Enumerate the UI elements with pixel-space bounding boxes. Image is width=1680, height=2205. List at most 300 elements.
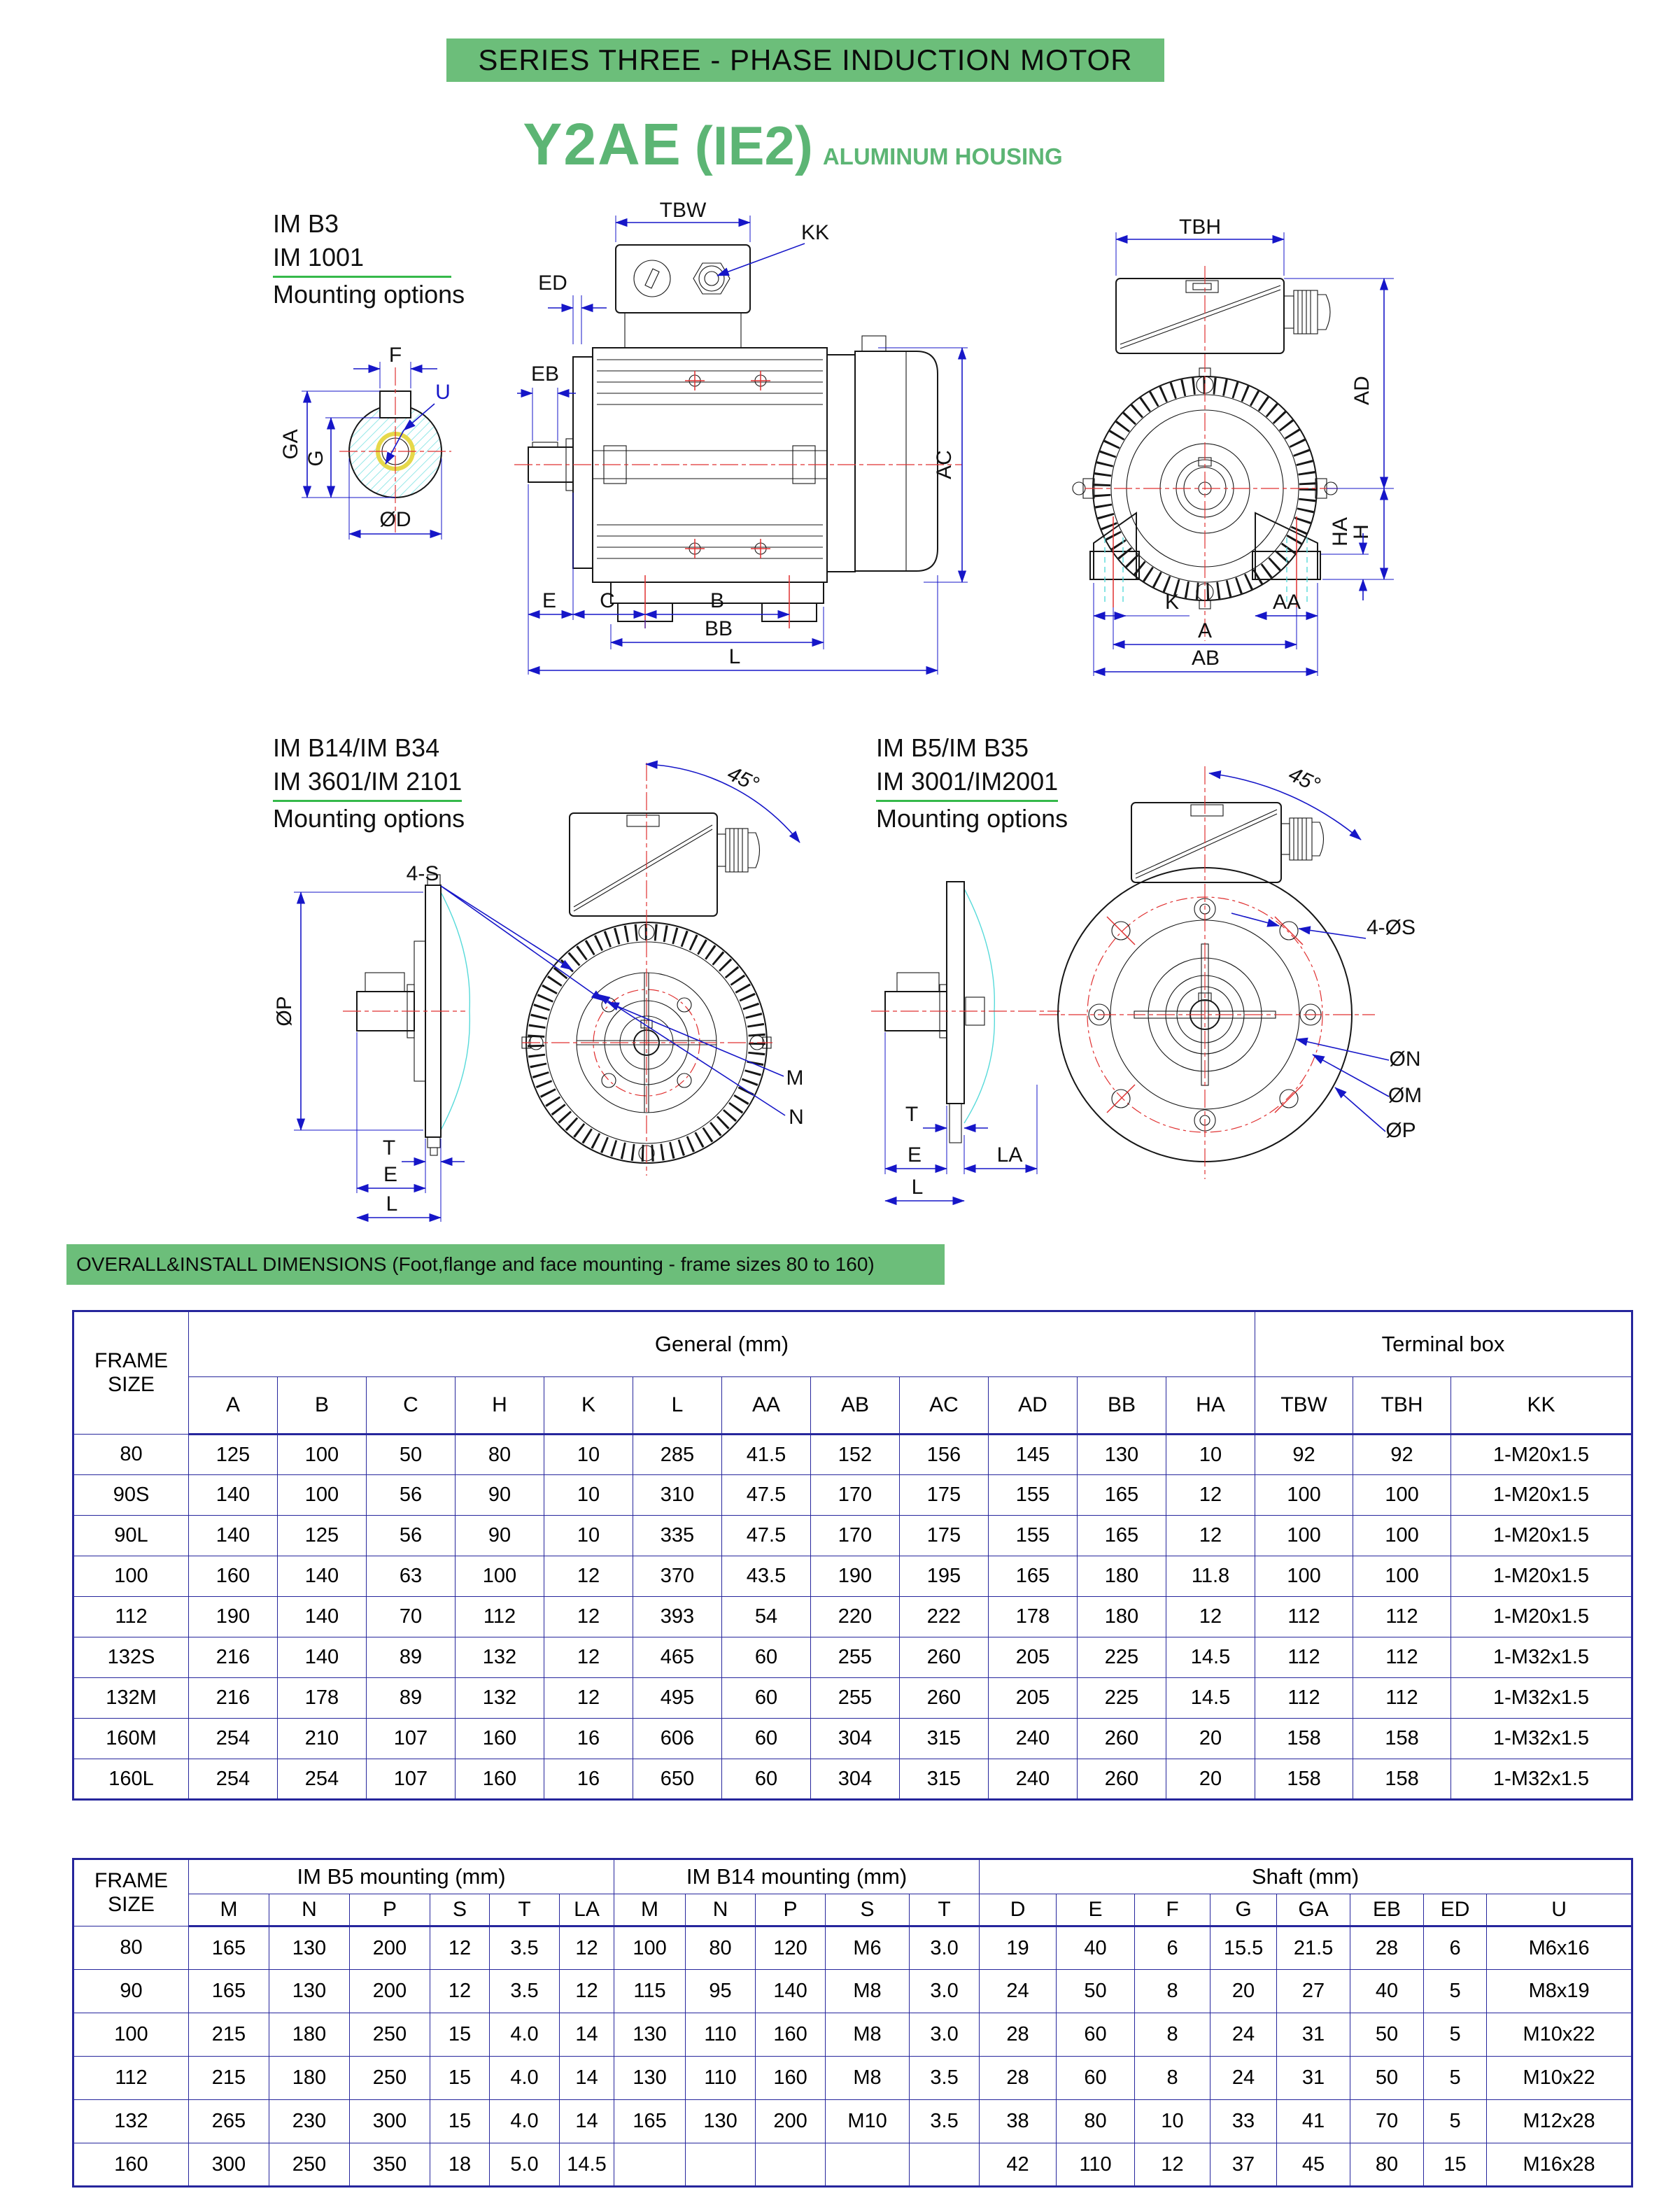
value-cell	[686, 2143, 756, 2187]
dim-label-on: ØN	[1389, 1048, 1421, 1071]
value-cell: 195	[900, 1556, 989, 1597]
value-cell: 200	[350, 1926, 430, 1970]
value-cell: 465	[633, 1637, 722, 1678]
value-cell: 100	[1353, 1516, 1451, 1556]
value-cell: 222	[900, 1597, 989, 1637]
value-cell: 6	[1424, 1926, 1487, 1970]
value-cell: 160	[756, 2057, 826, 2100]
dim-label-e-b5: E	[907, 1143, 922, 1167]
frame-size-cell: 100	[73, 2013, 189, 2057]
model-line	[523, 111, 1062, 178]
value-cell: 47.5	[722, 1475, 811, 1516]
value-cell: 200	[350, 1970, 430, 2013]
dim-label-ha: HA	[1329, 517, 1352, 547]
series-title: SERIES THREE - PHASE INDUCTION MOTOR	[478, 43, 1133, 76]
dim-label-e: E	[383, 1163, 398, 1186]
value-cell: 145	[989, 1435, 1078, 1475]
value-cell: 110	[686, 2013, 756, 2057]
value-cell: 5	[1424, 2100, 1487, 2143]
dim-label-m: M	[786, 1066, 804, 1090]
value-cell: M8	[826, 2013, 910, 2057]
value-cell: 8	[1135, 2057, 1210, 2100]
value-cell: 1-M20x1.5	[1451, 1556, 1632, 1597]
value-cell: 12	[560, 1970, 614, 2013]
column-header: P	[350, 1894, 430, 1926]
table-row	[73, 2100, 1632, 2143]
b14-line3: Mounting options	[273, 804, 465, 833]
value-cell: 41	[1277, 2100, 1350, 2143]
value-cell: 140	[278, 1637, 367, 1678]
b3-line2: IM 1001	[273, 241, 451, 278]
dim-label-c: C	[600, 589, 615, 612]
dim-label-aa: AA	[1272, 591, 1301, 614]
value-cell: 112	[1353, 1678, 1451, 1719]
value-cell: 18	[430, 2143, 490, 2187]
value-cell: 5	[1424, 2013, 1487, 2057]
value-cell: 40	[1350, 1970, 1424, 2013]
frame-size-cell: 80	[73, 1926, 189, 1970]
value-cell: 14	[560, 2057, 614, 2100]
value-cell: 28	[1350, 1926, 1424, 1970]
column-header: H	[456, 1377, 544, 1435]
dim-label-t-b5: T	[905, 1103, 919, 1126]
value-cell: 3.0	[910, 1926, 980, 1970]
value-cell: 3.5	[490, 1926, 560, 1970]
value-cell: 160	[456, 1759, 544, 1800]
value-cell: 190	[811, 1556, 900, 1597]
value-cell: 100	[614, 1926, 686, 1970]
value-cell: 5	[1424, 2057, 1487, 2100]
value-cell: 14	[560, 2013, 614, 2057]
value-cell: 125	[278, 1516, 367, 1556]
table-row	[73, 2013, 1632, 2057]
frame-size-cell: 160L	[73, 1759, 189, 1800]
value-cell: 315	[900, 1759, 989, 1800]
value-cell: 70	[1350, 2100, 1424, 2143]
column-header: AB	[811, 1377, 900, 1435]
value-cell: 310	[633, 1475, 722, 1516]
dim-label-n: N	[789, 1106, 804, 1129]
table-row	[73, 1475, 1632, 1516]
value-cell: 16	[544, 1759, 633, 1800]
value-cell: 260	[1078, 1719, 1166, 1759]
dim-label-4os: 4-ØS	[1366, 916, 1416, 939]
b5-flange-front-drawing	[1008, 762, 1497, 1228]
value-cell: 216	[189, 1678, 278, 1719]
series-title-bar	[446, 38, 1164, 82]
column-header: B	[278, 1377, 367, 1435]
value-cell: 156	[900, 1435, 989, 1475]
motor-side-view-drawing	[514, 199, 976, 694]
value-cell: 190	[189, 1597, 278, 1637]
frame-size-cell: 132	[73, 2100, 189, 2143]
column-header: T	[910, 1894, 980, 1926]
value-cell: 8	[1135, 2013, 1210, 2057]
table-row	[73, 2143, 1632, 2187]
value-cell: 254	[189, 1719, 278, 1759]
motor-body-side	[528, 336, 938, 621]
value-cell: 255	[811, 1637, 900, 1678]
value-cell: 335	[633, 1516, 722, 1556]
dim-label-ad: AD	[1350, 376, 1374, 405]
value-cell: 38	[980, 2100, 1057, 2143]
value-cell: 14.5	[560, 2143, 614, 2187]
dim-label-k: K	[1164, 591, 1180, 614]
value-cell: 158	[1255, 1719, 1353, 1759]
frame-size-cell: 80	[73, 1435, 189, 1475]
dim-label-u: U	[435, 381, 451, 404]
value-cell: 89	[367, 1678, 456, 1719]
general-group-header: General (mm)	[189, 1311, 1255, 1377]
value-cell: 130	[614, 2057, 686, 2100]
dim-label-kk: KK	[800, 221, 830, 244]
value-cell: 10	[544, 1516, 633, 1556]
value-cell: 170	[811, 1516, 900, 1556]
value-cell	[614, 2143, 686, 2187]
value-cell: 300	[350, 2100, 430, 2143]
value-cell: 4.0	[490, 2057, 560, 2100]
value-cell: 1-M32x1.5	[1451, 1678, 1632, 1719]
value-cell: 80	[1350, 2143, 1424, 2187]
value-cell: 240	[989, 1759, 1078, 1800]
value-cell: 11.8	[1166, 1556, 1255, 1597]
value-cell: 45	[1277, 2143, 1350, 2187]
value-cell: 60	[722, 1637, 811, 1678]
value-cell: 15	[430, 2100, 490, 2143]
value-cell: 160	[189, 1556, 278, 1597]
value-cell: 28	[980, 2057, 1057, 2100]
value-cell: 12	[544, 1637, 633, 1678]
value-cell: 205	[989, 1637, 1078, 1678]
value-cell: 215	[189, 2013, 269, 2057]
value-cell: 112	[1255, 1597, 1353, 1637]
value-cell: 12	[1166, 1475, 1255, 1516]
shaft-end-view-drawing	[279, 318, 514, 556]
frame-size-cell: 132S	[73, 1637, 189, 1678]
frame-size-cell: 90S	[73, 1475, 189, 1516]
value-cell: 89	[367, 1637, 456, 1678]
value-cell: 31	[1277, 2057, 1350, 2100]
column-header: KK	[1451, 1377, 1632, 1435]
frame-size-cell: 112	[73, 1597, 189, 1637]
frame-word: FRAME	[94, 1349, 168, 1372]
value-cell	[756, 2143, 826, 2187]
value-cell: 260	[1078, 1759, 1166, 1800]
value-cell: 140	[756, 1970, 826, 2013]
column-header: F	[1135, 1894, 1210, 1926]
value-cell: 80	[456, 1435, 544, 1475]
imb14-group-header: IM B14 mounting (mm)	[614, 1859, 980, 1894]
column-header: K	[544, 1377, 633, 1435]
value-cell: 350	[350, 2143, 430, 2187]
value-cell: 304	[811, 1759, 900, 1800]
value-cell: 225	[1078, 1637, 1166, 1678]
value-cell: 3.5	[490, 1970, 560, 2013]
table-row	[73, 1435, 1632, 1475]
value-cell: 14.5	[1166, 1678, 1255, 1719]
value-cell: 180	[1078, 1597, 1166, 1637]
value-cell: 12	[1166, 1516, 1255, 1556]
value-cell: 20	[1166, 1719, 1255, 1759]
value-cell: 43.5	[722, 1556, 811, 1597]
value-cell: 80	[686, 1926, 756, 1970]
value-cell: 100	[1353, 1475, 1451, 1516]
value-cell: 60	[1057, 2057, 1135, 2100]
value-cell: 180	[1078, 1556, 1166, 1597]
value-cell: 100	[1353, 1556, 1451, 1597]
value-cell: 28	[980, 2013, 1057, 2057]
value-cell: 8	[1135, 1970, 1210, 2013]
table-row	[73, 1597, 1632, 1637]
value-cell: 12	[544, 1678, 633, 1719]
column-header: AA	[722, 1377, 811, 1435]
value-cell: 165	[614, 2100, 686, 2143]
value-cell: 650	[633, 1759, 722, 1800]
table-row	[73, 1759, 1632, 1800]
value-cell: 120	[756, 1926, 826, 1970]
column-header: HA	[1166, 1377, 1255, 1435]
dim-label-l-b5: L	[911, 1176, 924, 1199]
column-header: S	[826, 1894, 910, 1926]
value-cell: 155	[989, 1475, 1078, 1516]
value-cell: M6x16	[1487, 1926, 1632, 1970]
dim-label-angle-b14: 45°	[723, 761, 763, 796]
frame-size-cell: 112	[73, 2057, 189, 2100]
value-cell: 15	[1424, 2143, 1487, 2187]
frame-word-2: FRAME	[94, 1869, 168, 1892]
value-cell: 70	[367, 1597, 456, 1637]
value-cell: 112	[1353, 1637, 1451, 1678]
value-cell: 260	[900, 1678, 989, 1719]
value-cell: 14.5	[1166, 1637, 1255, 1678]
value-cell: 12	[544, 1556, 633, 1597]
frame-size-cell: 160	[73, 2143, 189, 2187]
dim-label-ga: GA	[279, 429, 302, 460]
value-cell: 220	[811, 1597, 900, 1637]
value-cell: 370	[633, 1556, 722, 1597]
frame-size-cell: 100	[73, 1556, 189, 1597]
value-cell: 175	[900, 1516, 989, 1556]
column-header: A	[189, 1377, 278, 1435]
terminal-box-side	[616, 245, 750, 348]
dim-label-angle-b5: 45°	[1285, 762, 1324, 797]
column-header: AC	[900, 1377, 989, 1435]
dim-label-l: L	[728, 645, 741, 668]
column-header: E	[1057, 1894, 1135, 1926]
value-cell: 19	[980, 1926, 1057, 1970]
value-cell: 112	[1255, 1678, 1353, 1719]
value-cell: 100	[278, 1475, 367, 1516]
column-header: M	[614, 1894, 686, 1926]
dimensions-section-banner	[66, 1244, 945, 1285]
value-cell: 60	[722, 1759, 811, 1800]
value-cell: 10	[544, 1435, 633, 1475]
value-cell: 80	[1057, 2100, 1135, 2143]
b3-line1: IM B3	[273, 209, 339, 238]
value-cell: 90	[456, 1516, 544, 1556]
value-cell: 33	[1210, 2100, 1277, 2143]
table-row	[73, 1678, 1632, 1719]
b5-line1: IM B5/IM B35	[876, 733, 1029, 762]
value-cell: 54	[722, 1597, 811, 1637]
column-header: ED	[1424, 1894, 1487, 1926]
table-row	[73, 1556, 1632, 1597]
value-cell: 12	[544, 1597, 633, 1637]
value-cell: 158	[1353, 1719, 1451, 1759]
column-header: L	[633, 1377, 722, 1435]
value-cell: 265	[189, 2100, 269, 2143]
value-cell: 100	[278, 1435, 367, 1475]
value-cell: 12	[430, 1970, 490, 2013]
value-cell: 125	[189, 1435, 278, 1475]
value-cell: 60	[722, 1678, 811, 1719]
column-header: EB	[1350, 1894, 1424, 1926]
value-cell: 15	[430, 2057, 490, 2100]
value-cell: M8x19	[1487, 1970, 1632, 2013]
value-cell: 178	[278, 1678, 367, 1719]
b5-line3: Mounting options	[876, 804, 1068, 833]
value-cell: 31	[1277, 2013, 1350, 2057]
column-header: TBW	[1255, 1377, 1353, 1435]
value-cell: 3.0	[910, 1970, 980, 2013]
b14-line2: IM 3601/IM 2101	[273, 765, 462, 802]
value-cell: 112	[1353, 1597, 1451, 1637]
dim-label-4s: 4-S	[406, 862, 439, 885]
value-cell: M6	[826, 1926, 910, 1970]
value-cell: 140	[189, 1516, 278, 1556]
value-cell: 107	[367, 1759, 456, 1800]
value-cell: 158	[1255, 1759, 1353, 1800]
value-cell: 210	[278, 1719, 367, 1759]
value-cell: 100	[1255, 1475, 1353, 1516]
value-cell: 63	[367, 1556, 456, 1597]
dim-label-l: L	[386, 1192, 398, 1216]
value-cell: 132	[456, 1678, 544, 1719]
value-cell: 100	[1255, 1516, 1353, 1556]
dim-label-f: F	[388, 344, 402, 367]
dim-label-a: A	[1197, 619, 1213, 642]
column-header: GA	[1277, 1894, 1350, 1926]
value-cell: M8	[826, 1970, 910, 2013]
size-word-2: SIZE	[108, 1893, 155, 1916]
value-cell: 1-M32x1.5	[1451, 1719, 1632, 1759]
value-cell: 495	[633, 1678, 722, 1719]
value-cell: 60	[1057, 2013, 1135, 2057]
value-cell: 132	[456, 1637, 544, 1678]
value-cell: 315	[900, 1719, 989, 1759]
terminal-box-front	[1116, 279, 1330, 353]
mounting-shaft-dimensions-table	[72, 1858, 1633, 2188]
value-cell: 1-M20x1.5	[1451, 1475, 1632, 1516]
value-cell: 165	[189, 1970, 269, 2013]
value-cell: 107	[367, 1719, 456, 1759]
value-cell: 130	[1078, 1435, 1166, 1475]
value-cell: 5.0	[490, 2143, 560, 2187]
value-cell: 300	[189, 2143, 269, 2187]
column-header: LA	[560, 1894, 614, 1926]
value-cell: 1-M32x1.5	[1451, 1759, 1632, 1800]
dim-label-ab: AB	[1191, 647, 1220, 670]
value-cell: 225	[1078, 1678, 1166, 1719]
value-cell: 14	[560, 2100, 614, 2143]
frame-size-header-2	[73, 1859, 189, 1926]
value-cell: 285	[633, 1435, 722, 1475]
value-cell: 1-M20x1.5	[1451, 1516, 1632, 1556]
b14-line1: IM B14/IM B34	[273, 733, 440, 762]
value-cell: 12	[1135, 2143, 1210, 2187]
value-cell: 165	[1078, 1516, 1166, 1556]
value-cell: 255	[811, 1678, 900, 1719]
column-header: D	[980, 1894, 1057, 1926]
table-row	[73, 1970, 1632, 2013]
value-cell: 50	[1057, 1970, 1135, 2013]
value-cell: 1-M20x1.5	[1451, 1435, 1632, 1475]
value-cell: 205	[989, 1678, 1078, 1719]
value-cell: 110	[686, 2057, 756, 2100]
value-cell: 140	[189, 1475, 278, 1516]
dim-label-la: LA	[996, 1143, 1023, 1167]
dim-label-h: H	[1350, 524, 1373, 540]
value-cell: 180	[269, 2057, 350, 2100]
value-cell: 3.5	[910, 2057, 980, 2100]
column-header: M	[189, 1894, 269, 1926]
dim-label-op-b5: ØP	[1385, 1119, 1416, 1142]
value-cell: 130	[269, 1926, 350, 1970]
value-cell: 10	[1166, 1435, 1255, 1475]
dim-label-od: ØD	[379, 508, 411, 531]
dim-label-op: ØP	[273, 996, 296, 1027]
value-cell: 42	[980, 2143, 1057, 2187]
value-cell: M10x22	[1487, 2057, 1632, 2100]
value-cell: 37	[1210, 2143, 1277, 2187]
value-cell: 130	[614, 2013, 686, 2057]
terminal-box-b5	[1131, 803, 1324, 882]
column-header: U	[1487, 1894, 1632, 1926]
value-cell: 112	[1255, 1637, 1353, 1678]
value-cell: 24	[1210, 2057, 1277, 2100]
size-word: SIZE	[108, 1373, 155, 1396]
value-cell: 47.5	[722, 1516, 811, 1556]
value-cell: 160	[456, 1719, 544, 1759]
value-cell: 92	[1255, 1435, 1353, 1475]
value-cell: 178	[989, 1597, 1078, 1637]
value-cell: 160	[756, 2013, 826, 2057]
value-cell: 158	[1353, 1759, 1451, 1800]
terminal-box-b14	[570, 813, 760, 916]
value-cell: 260	[900, 1637, 989, 1678]
value-cell: 254	[278, 1759, 367, 1800]
frame-size-header	[73, 1311, 189, 1435]
column-header: N	[686, 1894, 756, 1926]
overall-dimensions-table	[72, 1310, 1633, 1801]
value-cell: 200	[756, 2100, 826, 2143]
dim-label-ed: ED	[538, 272, 567, 295]
value-cell: 152	[811, 1435, 900, 1475]
table-row	[73, 1637, 1632, 1678]
value-cell: 41.5	[722, 1435, 811, 1475]
column-header: AD	[989, 1377, 1078, 1435]
value-cell: 15.5	[1210, 1926, 1277, 1970]
value-cell: 3.0	[910, 2013, 980, 2057]
table-row	[73, 1719, 1632, 1759]
dim-label-eb: EB	[530, 362, 560, 386]
value-cell: 12	[560, 1926, 614, 1970]
value-cell: 27	[1277, 1970, 1350, 2013]
model-name: Y2AE	[523, 111, 682, 177]
value-cell: 10	[544, 1475, 633, 1516]
column-header: BB	[1078, 1377, 1166, 1435]
value-cell: 6	[1135, 1926, 1210, 1970]
